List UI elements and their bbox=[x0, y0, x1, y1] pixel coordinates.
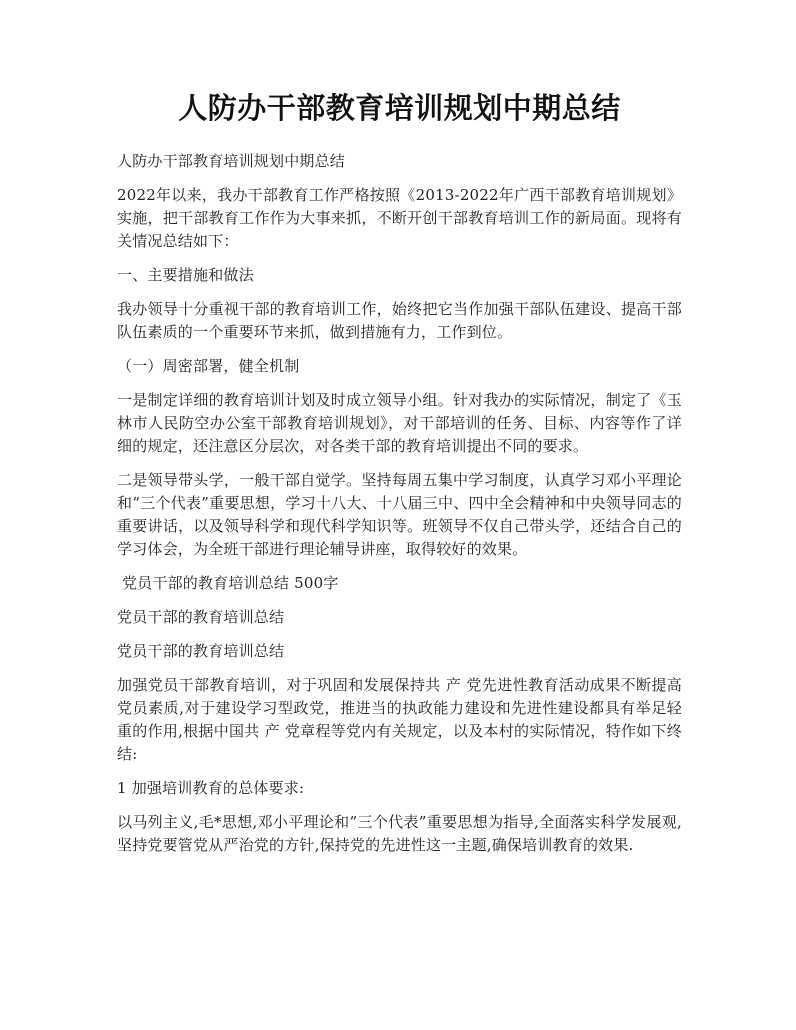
paragraph-study: 二是领导带头学，一般干部自觉学。坚持每周五集中学习制度，认真学习邓小平理论和“三个代表”重要思想，学习十八大、十八届三中、四中全会精神和中央领导同志的重要讲话，以及领导科学和现代科学知识等。班领导不仅自己带头学，还结合自己的学习体会，为全班干部进行理论辅导讲座，取得较好的效果。 bbox=[117, 471, 682, 558]
paragraph-second-title: 党员干部的教育培训总结 500字 bbox=[117, 574, 339, 592]
paragraph-guidance: 以马列主义,毛*思想,邓小平理论和”三个代表”重要思想为指导,全面落实科学发展观,坚持党要管党从严治党的方针,保持党的先进性这一主题,确保培训教育的效果. bbox=[117, 813, 682, 854]
subsection-heading-deployment: （一）周密部署，健全机制 bbox=[117, 357, 300, 375]
document-title: 人防办干部教育培训规划中期总结 bbox=[178, 91, 621, 125]
paragraph-subtitle: 人防办干部教育培训规划中期总结 bbox=[117, 152, 346, 170]
paragraph-leadership: 我办领导十分重视干部的教育培训工作，始终把它当作加强干部队伍建设、提高干部队伍素质的一个重要环节来抓，做到措施有力，工作到位。 bbox=[117, 300, 682, 341]
section-heading-requirements: 1 加强培训教育的总体要求: bbox=[117, 779, 305, 797]
paragraph-second-subtitle-repeat: 党员干部的教育培训总结 bbox=[117, 642, 285, 660]
paragraph-intro: 2022年以来，我办干部教育工作严格按照《2013-2022年广西干部教育培训规划》实施，把干部教育工作作为大事来抓，不断开创干部教育培训工作的新局面。现将有关情况总结如下： bbox=[117, 186, 682, 250]
section-heading-measures: 一、主要措施和做法 bbox=[117, 266, 254, 284]
paragraph-plan: 一是制定详细的教育培训计划及时成立领导小组。针对我办的实际情况，制定了《玉林市人民防空办公室干部教育培训规划》，对干部培训的任务、目标、内容等作了详细的规定，还注意区分层次，对各类干部的教育培训提出不同的要求。 bbox=[117, 391, 682, 455]
paragraph-second-subtitle: 党员干部的教育培训总结 bbox=[117, 608, 285, 626]
paragraph-strengthen: 加强党员干部教育培训，对于巩固和发展保持共 产 党先进性教育活动成果不断提高党员素质,对于建设学习型政党，推进当的执政能力建设和先进性建设都具有举足轻重的作用,根据中国共 产 党章程等党内有关规定，以及本村的实际情况，特作如下终结: bbox=[117, 676, 682, 763]
